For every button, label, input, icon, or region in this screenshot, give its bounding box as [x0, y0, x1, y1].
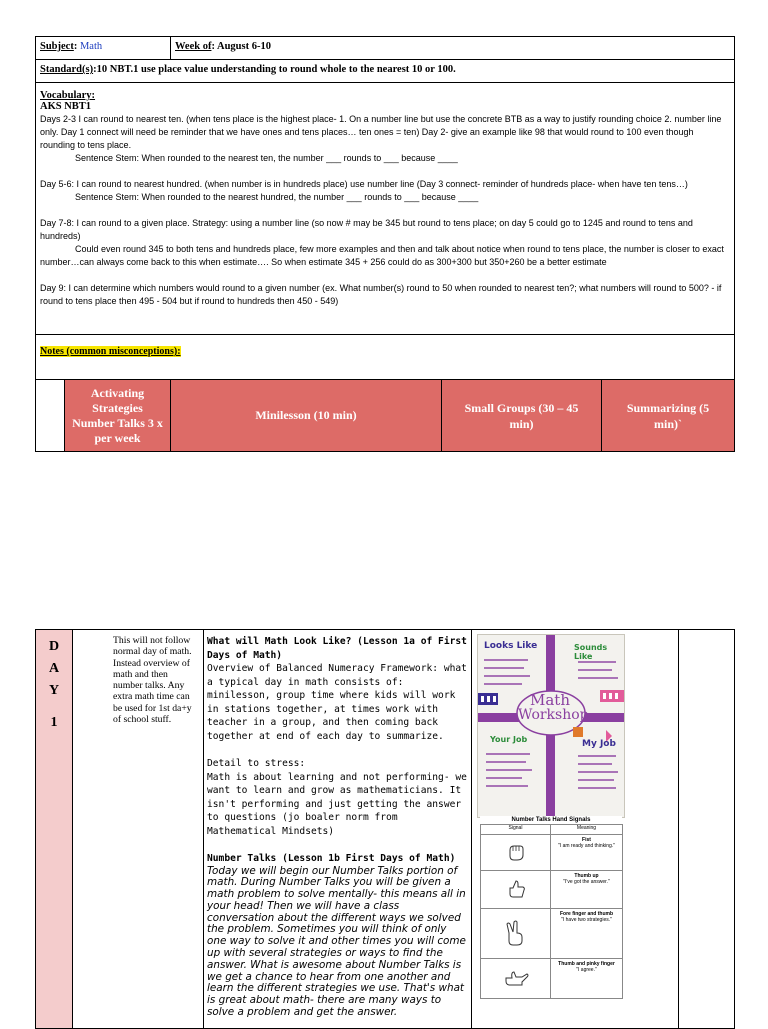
standard-label: Standard(s) [40, 64, 94, 75]
sentence-stem-2: Sentence Stem: When rounded to the nearest hundred, the number ___ rounds to ___ because ____ [75, 192, 479, 202]
hand-signals-table [480, 824, 623, 999]
poster-illustration [478, 635, 624, 817]
hand-signal-row [551, 835, 623, 871]
day-letter: D [48, 639, 60, 654]
fist-hand-icon [481, 835, 551, 871]
vocabulary-cell [36, 83, 735, 335]
lesson-1a-body: Overview of Balanced Numeracy Framework: what a typical day in math consists of: minilesson, group time where kids will work in stations together, at times work with teacher in a group, and then coming back together at end of each day to summarize. [207, 663, 467, 742]
notes-label: Notes (common misconceptions): [40, 346, 181, 357]
lesson-1b-title: Number Talks (Lesson 1b First Days of Math) [207, 853, 456, 864]
lesson-plan-header-table [35, 36, 734, 452]
subject-cell: Subject: Math [36, 37, 171, 60]
poster-title-line2: Workshop [518, 707, 589, 723]
signal-meaning: "I have two strategies." [561, 917, 612, 923]
sentence-stem-1: Sentence Stem: When rounded to the nearest ten, the number ___ rounds to ___ because ____ [75, 153, 458, 163]
poster-sounds-like: Sounds Like [574, 643, 608, 661]
subject-label: Subject [40, 41, 74, 52]
poster-your-job: Your Job [490, 735, 528, 744]
signal-name: Thumb and pinky finger [558, 961, 615, 967]
signal-name: Fore finger and thumb [559, 911, 614, 917]
vocab-para-4: Day 9: I can determine which numbers would round to a given number (ex. What number(s) round to 50 when rounded to nearest ten?; what numbers will round to 500? - if round to tens place then 495 - 504 but if round to hundreds then 450 - 549) [40, 283, 722, 306]
poster-my-job: My Job [582, 739, 616, 749]
summarizing-cell [679, 630, 735, 1029]
thumb-pinky-hand-icon [481, 959, 551, 999]
subject-value: Math [79, 41, 103, 52]
poster-looks-like: Looks Like [484, 641, 538, 651]
vocab-para-1: Days 2-3 I can round to nearest ten. (when tens place is the highest place- 1. On a number line but use the concrete BTB as a way to justify rounding choice 2. number line only. Day 1 connect will need be reminder that we have ones and tens places… ten ones = ten) Day 2- give an example like 98 that would round to 100 even though rounding to tens place. [40, 114, 722, 150]
signal-name: Thumb up [574, 873, 599, 879]
poster-title-line1: Math [530, 691, 570, 709]
activating-text: This will not follow normal day of math. Instead overview of math and then number talks. Any extra math time can be used for 1st da+y of school stuff. [113, 635, 192, 726]
activating-cell [73, 630, 204, 1029]
signal-meaning: "I agree." [576, 967, 597, 973]
week-label: Week of [175, 41, 212, 52]
vocab-para-3: Day 7-8: I can round to a given place. Strategy: using a number line (so now # may be 345 but round to tens place; on day 5 could go to 1245 and round to tens and hundreds) [40, 218, 693, 241]
detail-label: Detail to stress: [207, 758, 306, 769]
detail-body: Math is about learning and not performing- we want to learn and grow as mathematicians. It isn't performing and just getting the answer to questions (jo boaler norm from Mathematical Mindsets) [207, 771, 467, 837]
thumbs-up-icon [481, 871, 551, 909]
day-letter: Y [48, 683, 60, 698]
hand-signals-chart [480, 816, 622, 1012]
day-number: 1 [50, 715, 58, 730]
week-cell: Week of: August 6-10 [171, 37, 735, 60]
signal-meaning: "I am ready and thinking." [558, 843, 615, 849]
standard-text: :10 NBT.1 use place value understanding to round whole to the nearest 10 or 100. [93, 64, 456, 75]
vocab-para-2: Day 5-6: I can round to nearest hundred. (when number is in hundreds place) use number line (Day 3 connect- reminder of hundreds place- when have ten tens…) [40, 179, 688, 189]
hand-signal-row [551, 959, 623, 999]
hand-signals-title: Number Talks Hand Signals [511, 817, 591, 823]
lesson-1b-body: Today we will begin our Number Talks portion of math. During Number Talks you will be given a math problem to solve mentally- this means all in your head! Then we will have a class conversation about the different ways we solved the problem. Sometimes you will think of only one way to solve it and other times you will come up with several strategies or ways to find the answer. What is awesome about Number Talks is we get a chance to hear from one another and learn the different strategies we use. That's what is great about math- there are many ways to solve a problem and get the answer. [207, 864, 466, 1019]
lesson-1a-title: What will Math Look Like? (Lesson 1a of First Days of Math) [207, 636, 467, 661]
meaning-header: Meaning [551, 825, 623, 835]
day-letter: A [48, 661, 60, 676]
math-workshop-poster-image [477, 634, 625, 818]
vocab-para-3b: Could even round 345 to both tens and hundreds place, few more examples and then and talk about notice when round to tens place, the number is closer to exact number…can always come back to this when estimate…. So when estimate 345 + 256 could do as 300+300 but 350+260 be a better estimate [40, 244, 724, 267]
day1-table [35, 629, 734, 1029]
notes-cell [36, 335, 735, 380]
two-finger-hand-icon [481, 909, 551, 959]
standard-cell [36, 60, 735, 83]
signal-header: Signal [481, 825, 551, 835]
header-blank-cell [36, 380, 65, 452]
hand-signal-row [551, 909, 623, 959]
hand-signal-row [551, 871, 623, 909]
minilesson-cell [204, 630, 472, 1029]
vocabulary-label: Vocabulary: [40, 90, 96, 101]
signal-name: Fist [582, 837, 591, 843]
small-groups-cell [472, 630, 679, 1029]
aks-code: AKS NBT1 [40, 101, 92, 112]
col-header-minilesson: Minilesson (10 min) [171, 380, 442, 452]
day-cell [36, 630, 73, 1029]
week-value: August 6-10 [217, 41, 271, 52]
col-header-activating: Activating Strategies Number Talks 3 x per week [65, 380, 171, 452]
col-header-small-groups: Small Groups (30 – 45 min) [442, 380, 602, 452]
signal-meaning: "I've got the answer." [563, 879, 610, 885]
col-header-summarizing: Summarizing (5 min)` [602, 380, 735, 452]
